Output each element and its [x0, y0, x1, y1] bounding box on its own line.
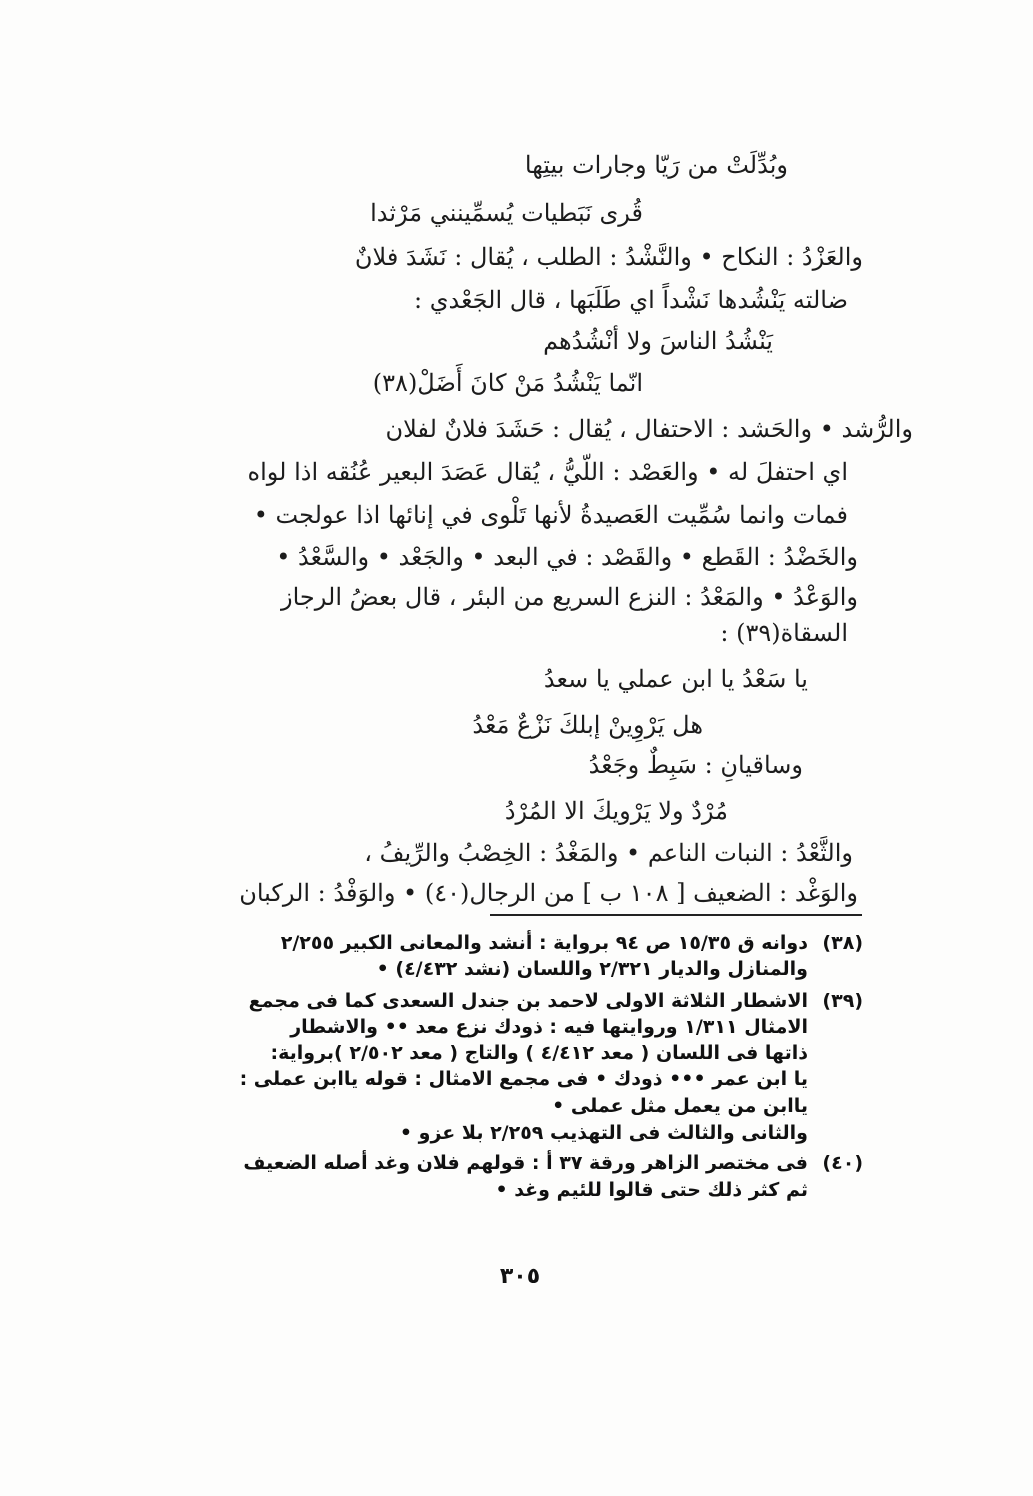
- footnote-39-line-3: ذاتها فى اللسان ( معد ٤/٤١٢ ) والتاج ( معد ٢/٥٠٢ )برواية:: [270, 1042, 808, 1064]
- footnote-40-line-2: ثم كثر ذلك حتى قالوا للئيم وغد •: [495, 1179, 808, 1201]
- body-line-10: والخَضْدُ : القَطع • والقَصْد : في البعد • والجَعْد • والسَّعْدُ •: [276, 543, 858, 571]
- body-line-12: السقاة(٣٩) :: [720, 619, 848, 647]
- verse-line-15: وساقيانِ : سَبِطٌ وجَعْدُ: [588, 751, 803, 779]
- body-line-9: فمات وانما سُمِّيت العَصيدةُ لأنها تَلْوى في إنائها اذا عولجت •: [253, 501, 848, 529]
- verse-line-13: يا سَعْدُ يا ابن عملي يا سعدُ: [543, 665, 808, 693]
- footnote-39-line-4: يا ابن عمر ••• ذودك • فى مجمع الامثال : قوله ياابن عملى :: [239, 1068, 808, 1090]
- footnote-39-line-6: والثانى والثالث فى التهذيب ٢/٢٥٩ بلا عزو •: [399, 1122, 808, 1144]
- footnote-40-line-1: فى مختصر الزاهر ورقة ٣٧ أ : قولهم فلان وغد أصله الضعيف: [243, 1152, 808, 1174]
- footnote-separator: [490, 914, 862, 916]
- verse-line-2: قُرى نَبَطيات يُسمِّينني مَرْثدا: [370, 199, 643, 227]
- footnote-38-line-2: والمنازل والديار ٢/٣٢١ واللسان (نشد ٤/٤٣٢) •: [376, 958, 808, 980]
- body-line-17: والثَّعْدُ : النبات الناعم • والمَغْدُ : الخِصْبُ والرِّيفُ ،: [364, 839, 853, 867]
- footnote-number-39: (٣٩): [822, 990, 863, 1012]
- body-line-8: اي احتفلَ له • والعَصْد : اللّيُّ ، يُقال عَصَدَ البعير عُنُقه اذا لواه: [247, 458, 848, 486]
- body-line-3: والعَزْدُ : النكاح • والنَّشْدُ : الطلب ، يُقال : نَشَدَ فلانٌ: [354, 243, 863, 271]
- footnote-39-line-1: الاشطار الثلاثة الاولى لاحمد بن جندل السعدى كما فى مجمع: [248, 990, 808, 1012]
- footnote-number-38: (٣٨): [822, 932, 863, 954]
- verse-line-6: انّما يَنْشُدُ مَنْ كانَ أَضَلْ(٣٨): [372, 369, 643, 397]
- body-line-4: ضالته يَنْشُدها نَشْداً اي طَلَبَها ، قال الجَعْدي :: [413, 286, 848, 314]
- body-line-11: والوَعْدُ • والمَعْدُ : النزع السريع من البئر ، قال بعضُ الرجاز: [281, 583, 858, 611]
- footnote-39-line-2: الامثال ١/٣١١ وروايتها فيه : ذودك نزع معد •• والاشطار: [290, 1016, 808, 1038]
- footnote-38-line-1: دوانه ق ١٥/٣٥ ص ٩٤ برواية : أنشد والمعانى الكبير ٢/٢٥٥: [280, 932, 808, 954]
- body-line-7: والرُّشد • والحَشد : الاحتفال ، يُقال : حَشَدَ فلانٌ لفلان: [385, 415, 913, 443]
- body-line-18: والوَغْد : الضعيف [ ١٠٨ ب ] من الرجال(٤٠) • والوَفْدُ : الركبان: [239, 879, 858, 907]
- footnote-39-line-5: ياابن من يعمل مثل عملى •: [552, 1095, 808, 1117]
- verse-line-14: هل يَرْوِينْ إبلكَ نَزْعٌ مَعْدُ: [472, 711, 703, 739]
- verse-line-1: وبُدِّلَتْ من رَيّا وجارات بيتِها: [524, 151, 788, 179]
- footnote-number-40: (٤٠): [822, 1152, 863, 1174]
- verse-line-5: يَنْشُدُ الناسَ ولا أنْشُدُهم: [543, 327, 773, 355]
- page-number: ٣٠٥: [499, 1264, 541, 1289]
- verse-line-16: مُرْدٌ ولا يَرْويكَ الا المُرْدُ: [504, 797, 728, 825]
